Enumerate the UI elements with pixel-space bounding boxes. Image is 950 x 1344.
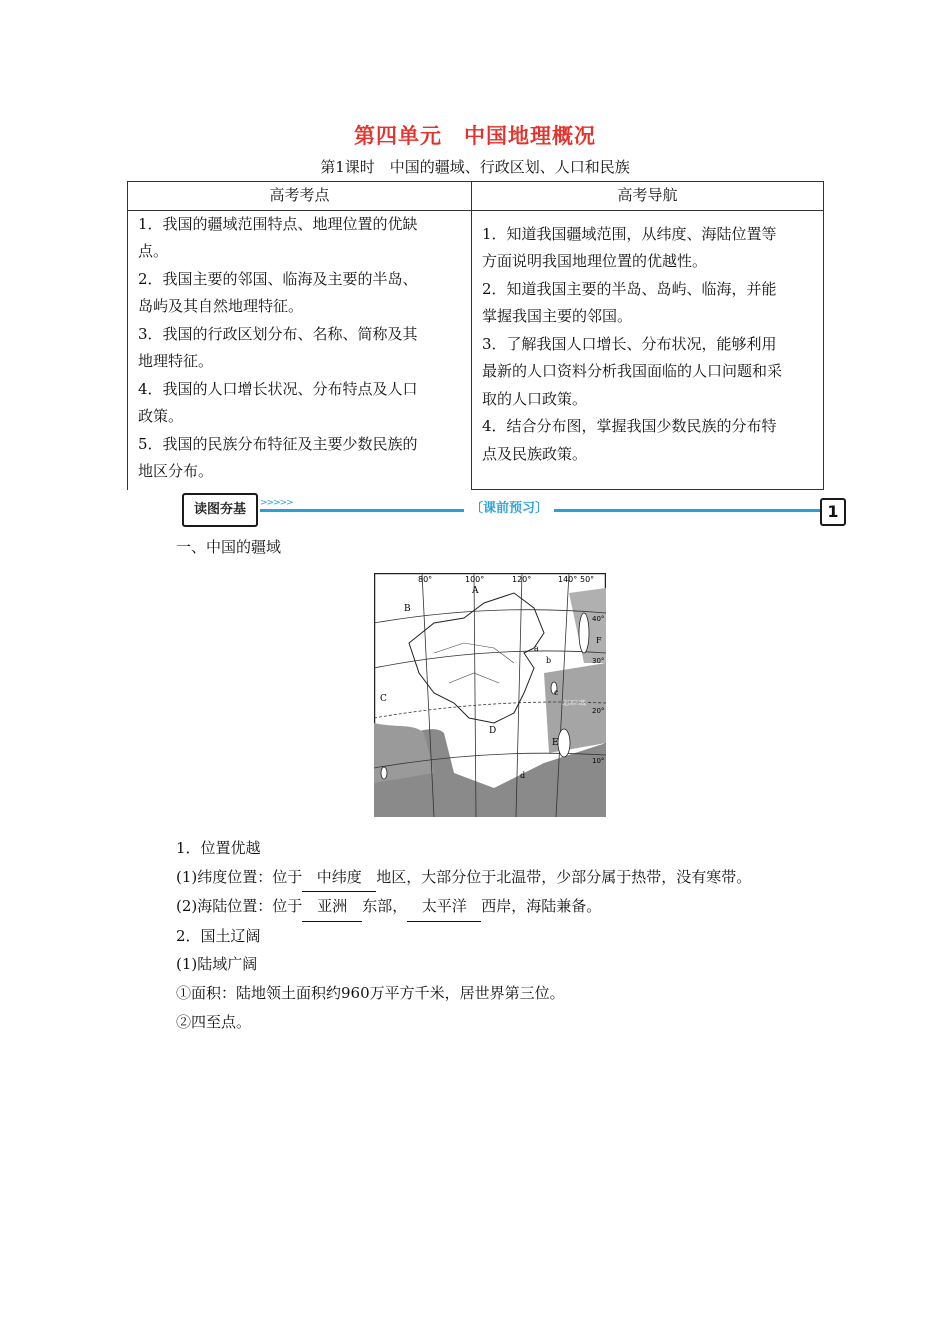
list-item: 方面说明我国地理位置的优越性。 (482, 252, 708, 270)
list-item: 岛屿及其自然地理特征。 (138, 297, 304, 315)
lat-label: 10° (592, 757, 605, 765)
map-letter: B (404, 604, 411, 614)
list-item: 4．我国的人口增长状况、分布特点及人口 (138, 379, 418, 398)
list-item: 点。 (138, 242, 169, 260)
list-item: 地理特征。 (138, 352, 214, 370)
section-number: 1 (820, 498, 846, 526)
body-text (176, 834, 751, 1036)
section-tag: 〔课前预习〕 (464, 498, 554, 520)
list-item: 1．我国的疆域范围特点、地理位置的优缺 (138, 214, 418, 233)
table-header-exam-guide: 高考导航 (472, 182, 824, 211)
lon-label: 50° (580, 575, 595, 584)
body-line: 1．位置优越 (176, 839, 261, 857)
list-item: 5．我国的民族分布特征及主要少数民族的 (138, 434, 418, 453)
list-item: 1．知道我国疆域范围，从纬度、海陆位置等 (482, 224, 777, 243)
answer-blank: 太平洋 (407, 892, 481, 922)
map-letter: a (534, 644, 539, 653)
body-line: 2．国土辽阔 (176, 926, 261, 945)
list-item: 3．了解我国人口增长、分布状况，能够利用 (482, 334, 777, 353)
lon-label: 120° (512, 575, 532, 584)
map-letter: b (546, 656, 552, 665)
list-item: 3．我国的行政区划分布、名称、简称及其 (138, 324, 418, 343)
list-item: 4．结合分布图，掌握我国少数民族的分布特 (482, 417, 777, 435)
exam-guide-cell (472, 210, 824, 490)
map-letter: c (554, 688, 559, 697)
body-line: (1)纬度位置：位于 中纬度 地区，大部分位于北温带，少部分属于热带，没有寒带。 (176, 863, 751, 893)
lesson-subtitle: 第1课时 中国的疆域、行政区划、人口和民族 (320, 158, 630, 176)
section-heading: 一、中国的疆域 (176, 538, 282, 556)
section-bar (182, 493, 847, 527)
body-line: ②四至点。 (176, 1012, 252, 1031)
lon-label: 80° (418, 575, 433, 584)
map-letter: D (489, 726, 497, 736)
china-territory-map (374, 573, 606, 817)
list-item: 政策。 (138, 407, 184, 425)
map-letter: F (596, 636, 602, 645)
body-line: (1)陆域广阔 (176, 955, 258, 974)
body-line: ①面积：陆地领土面积约960万平方千米，居世界第三位。 (176, 983, 565, 1002)
map-letter: A (472, 586, 479, 596)
page-title: 第四单元 中国地理概况 (354, 124, 596, 148)
map-letter: d (520, 771, 526, 780)
list-item: 地区分布。 (138, 462, 214, 480)
tropic-label: 北回归线 (562, 700, 587, 707)
lat-label: 40° (592, 615, 605, 623)
list-item: 掌握我国主要的邻国。 (482, 307, 633, 325)
list-item: 最新的人口资料分析我国面临的人口问题和采 (482, 362, 783, 380)
lat-label: 20° (592, 707, 605, 715)
body-line: (2)海陆位置：位于 亚洲 东部， 太平洋 西岸，海陆兼备。 (176, 892, 751, 922)
exam-points-cell (128, 210, 472, 490)
lat-label: 30° (592, 657, 605, 665)
map-letter: C (380, 694, 387, 704)
arrows-icon: >>>>> (260, 498, 293, 508)
lon-label: 100° (465, 575, 485, 584)
list-item: 2．知道我国主要的半岛、岛屿、临海，并能 (482, 279, 777, 298)
list-item: 点及民族政策。 (482, 444, 588, 463)
answer-blank: 亚洲 (302, 892, 362, 922)
list-item: 取的人口政策。 (482, 389, 588, 408)
section-label: 读图夯基 (182, 493, 258, 527)
lon-label: 140° (558, 575, 578, 584)
key-points-table (127, 181, 824, 490)
list-item: 2．我国主要的邻国、临海及主要的半岛、 (138, 269, 418, 288)
table-header-exam-points: 高考考点 (128, 182, 472, 211)
answer-blank: 中纬度 (302, 863, 376, 893)
map-letter: E (552, 738, 559, 748)
